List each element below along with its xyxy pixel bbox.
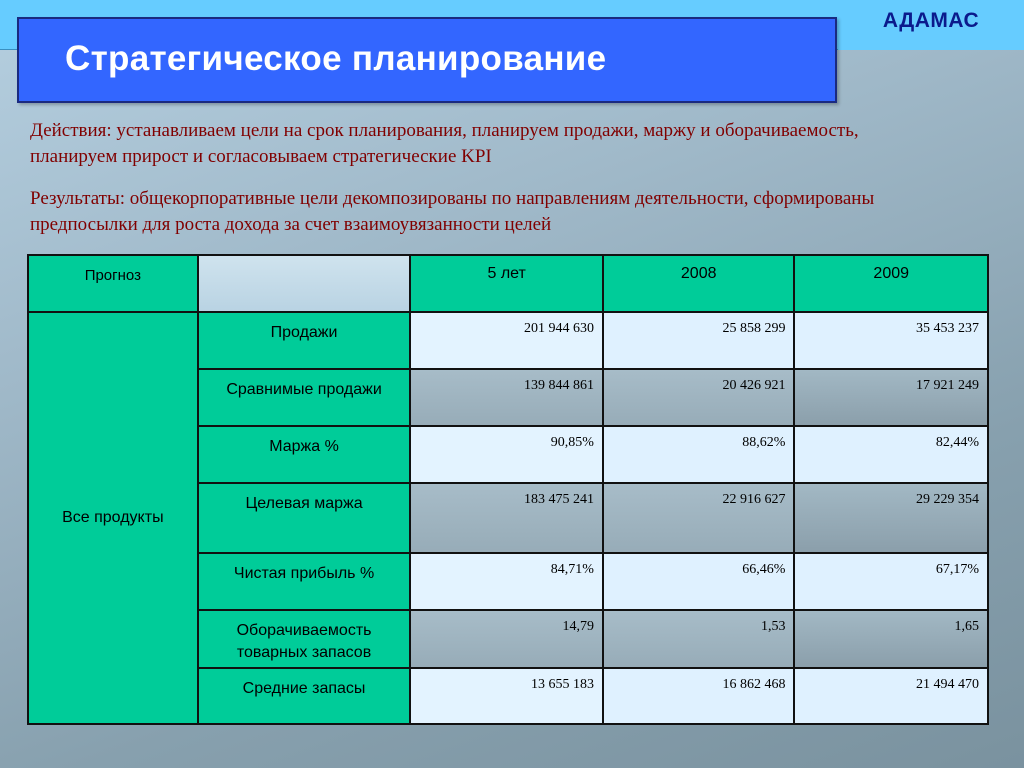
row-label: Продажи: [198, 312, 411, 369]
cell-value: 84,71%: [410, 553, 603, 610]
cell-value: 13 655 183: [410, 668, 603, 724]
table-header-row: [28, 255, 988, 312]
row-label: Сравнимые продажи: [198, 369, 411, 426]
cell-value: 90,85%: [410, 426, 603, 483]
cell-value: 67,17%: [794, 553, 988, 610]
header-forecast: Прогноз: [28, 255, 198, 312]
page-title: Стратегическое планирование: [65, 39, 607, 78]
cell-value: 82,44%: [794, 426, 988, 483]
cell-value: 139 844 861: [410, 369, 603, 426]
cell-value: 1,53: [603, 610, 795, 668]
group-all-products: Все продукты: [28, 312, 198, 724]
cell-value: 16 862 468: [603, 668, 795, 724]
cell-value: 29 229 354: [794, 483, 988, 553]
title-banner: [17, 17, 837, 103]
cell-value: 35 453 237: [794, 312, 988, 369]
header-5-years: 5 лет: [410, 255, 603, 312]
cell-value: 25 858 299: [603, 312, 795, 369]
row-label: Средние запасы: [198, 668, 411, 724]
table-row: [28, 312, 988, 369]
cell-value: 201 944 630: [410, 312, 603, 369]
forecast-table: [27, 254, 989, 725]
header-2009: 2009: [794, 255, 988, 312]
row-label: Маржа %: [198, 426, 411, 483]
cell-value: 22 916 627: [603, 483, 795, 553]
brand-logo-text: АДАМАС: [838, 0, 1024, 50]
row-label: Оборачиваемость товарных запасов: [198, 610, 411, 668]
header-blank: [198, 255, 411, 312]
cell-value: 66,46%: [603, 553, 795, 610]
cell-value: 21 494 470: [794, 668, 988, 724]
row-label: Целевая маржа: [198, 483, 411, 553]
row-label: Чистая прибыль %: [198, 553, 411, 610]
actions-paragraph: Действия: устанавливаем цели на срок планирования, планируем продажи, маржу и оборачиваемость, планируем прирост и согласовываем стратегические KPI: [30, 120, 859, 167]
cell-value: 1,65: [794, 610, 988, 668]
cell-value: 88,62%: [603, 426, 795, 483]
cell-value: 14,79: [410, 610, 603, 668]
header-2008: 2008: [603, 255, 795, 312]
results-paragraph: Результаты: общекорпоративные цели декомпозированы по направлениям деятельности, сформированы предпосылки для роста дохода за счет взаимоувязанности целей: [30, 188, 875, 235]
cell-value: 183 475 241: [410, 483, 603, 553]
cell-value: 20 426 921: [603, 369, 795, 426]
cell-value: 17 921 249: [794, 369, 988, 426]
